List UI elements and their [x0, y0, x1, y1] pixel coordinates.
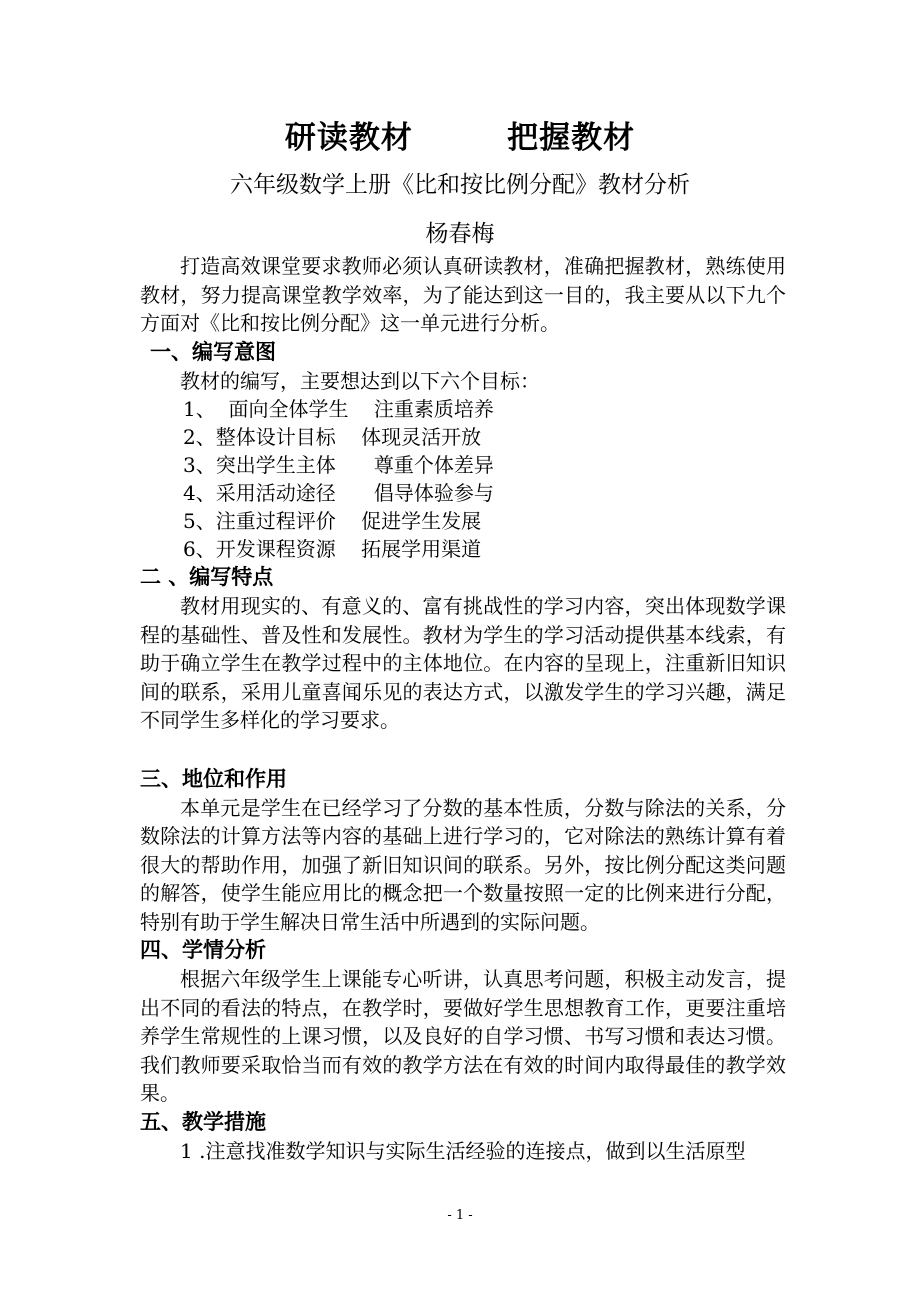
list-item: 3、突出学生主体 尊重个体差异 [183, 453, 494, 477]
section-3-paragraph: 本单元是学生在已经学习了分数的基本性质，分数与除法的关系，分数除法的计算方法等内容的基础上进行学习的，它对除法的熟练计算有着很大的帮助作用，加强了新旧知识间的联系。另外，按比例分配这类问题的解答，使学生能应用比的概念把一个数量按照一定的比例来进行分配，特别有助于学生解决日常生活中所遇到的实际问题。 [140, 795, 786, 934]
document-title: 研读教材 把握教材 [284, 120, 636, 156]
section-5-paragraph: 1 .注意找准数学知识与实际生活经验的连接点，做到以生活原型 [180, 1138, 746, 1163]
author-name: 杨春梅 [425, 221, 495, 247]
list-item: 5、注重过程评价 促进学生发展 [183, 509, 482, 533]
list-item: 1、 面向全体学生 注重素质培养 [183, 397, 494, 421]
spacer [140, 735, 786, 765]
document-body [140, 252, 786, 1165]
section-2-paragraph: 教材用现实的、有意义的、富有挑战性的学习内容，突出体现数学课程的基础性、普及性和发展性。教材为学生的学习活动提供基本线索，有助于确立学生在教学过程中的主体地位。在内容的呈现上，注重新旧知识间的联系，采用儿童喜闻乐见的表达方式，以激发学生的学习兴趣，满足不同学生多样化的学习要求。 [140, 594, 786, 732]
section-heading-3: 三、地位和作用 [140, 766, 287, 791]
section-heading-2: 二 、编写特点 [140, 565, 274, 589]
list-item: 6、开发课程资源 拓展学用渠道 [183, 537, 482, 561]
document-subtitle: 六年级数学上册《比和按比例分配》教材分析 [230, 172, 690, 198]
page-number: - 1 - [447, 1208, 473, 1223]
goals-list [140, 395, 786, 563]
list-item: 4、采用活动途径 倡导体验参与 [183, 481, 494, 505]
section-1-lead: 教材的编写，主要想达到以下六个目标： [180, 368, 540, 393]
section-4-paragraph: 根据六年级学生上课能专心听讲，认真思考问题，积极主动发言，提出不同的看法的特点，在教学时，要做好学生思想教育工作，更要注重培养学生常规性的上课习惯，以及良好的自学习惯、书写习惯和表达习惯。我们教师要采取恰当而有效的教学方法在有效的时间内取得最佳的教学效果。 [140, 967, 786, 1105]
section-heading-1: 一、编写意图 [150, 339, 276, 364]
section-heading-4: 四、学情分析 [140, 938, 266, 962]
intro-paragraph: 打造高效课堂要求教师必须认真研读教材，准确把握教材，熟练使用教材，努力提高课堂教学效率，为了能达到这一目的，我主要从以下九个方面对《比和按比例分配》这一单元进行分析。 [140, 254, 786, 335]
list-item: 2、整体设计目标 体现灵活开放 [183, 425, 482, 449]
section-heading-5: 五、教学措施 [140, 1109, 266, 1134]
